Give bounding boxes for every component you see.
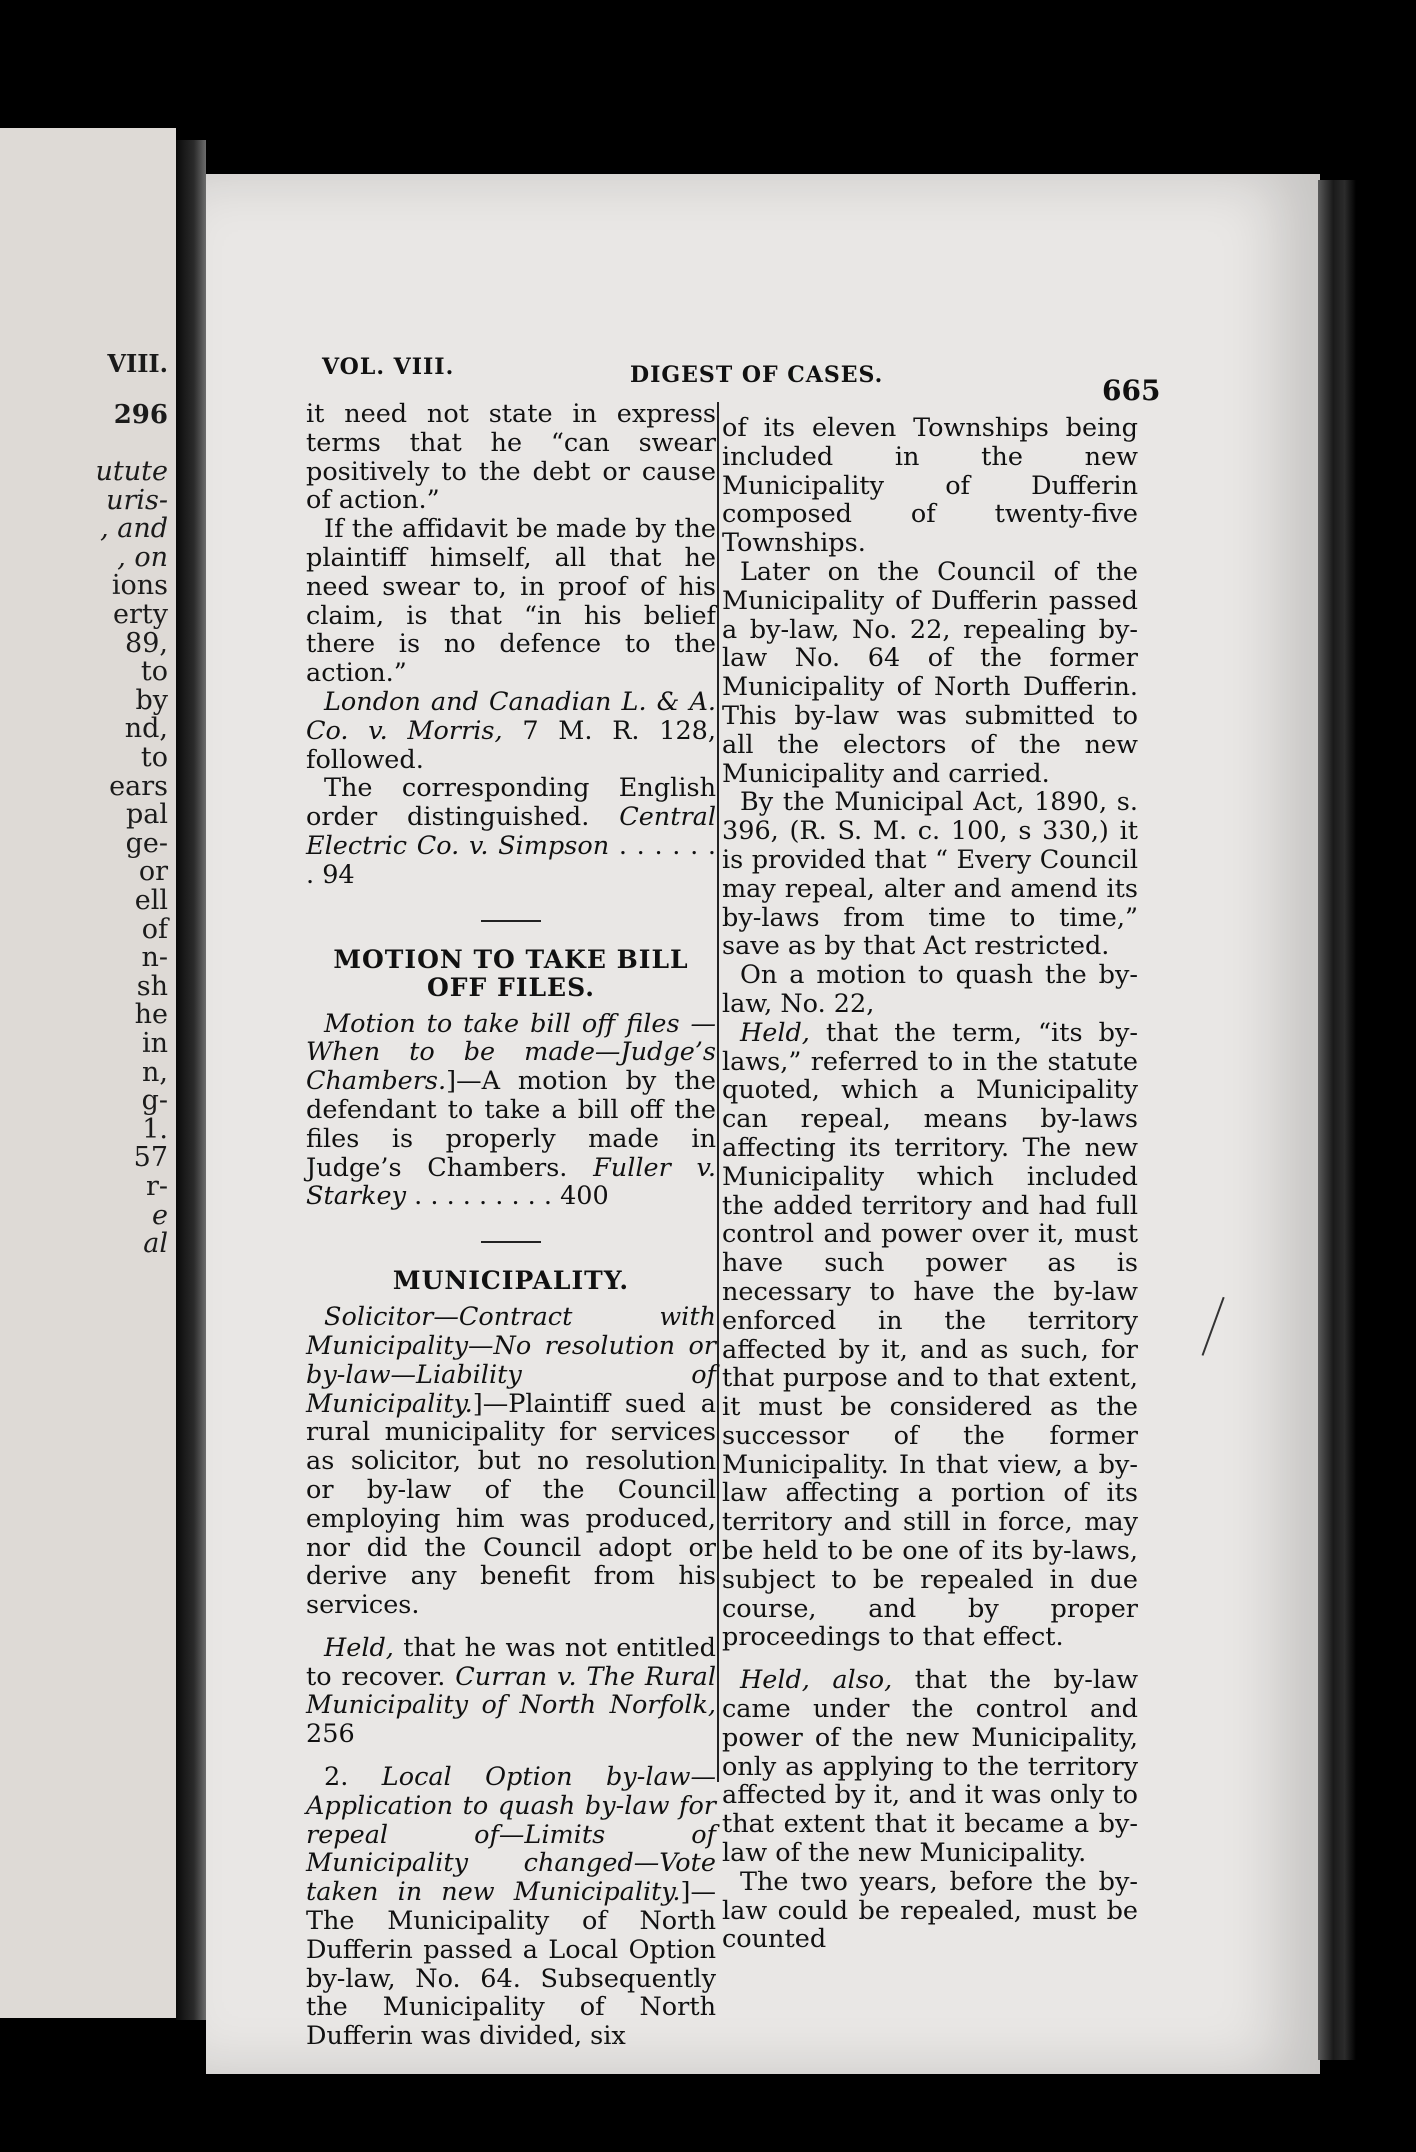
facing-page-line: ge- [125,827,168,859]
facing-page-header: VIII. [107,349,168,378]
facing-page-line: nd, [124,713,168,745]
facing-page-line: r- [145,1171,168,1202]
paragraph: On a motion to quash the by-law, No. 22, [722,960,1138,1019]
facing-page-line: al [143,1228,168,1260]
facing-page-line: or [138,856,168,888]
facing-page-line: uris- [106,484,168,516]
holding [722,1019,1138,1653]
right-column [722,414,1138,1954]
entry-catchwords: Solicitor—Contract with Municipality—No resolution or by-law—Liability of Municipality. [306,1302,716,1419]
facing-page-line: sh [136,970,168,1002]
facing-page-line: utute [95,456,168,487]
facing-page-line: to [140,656,168,688]
entry-catchwords: Local Option by-law—Application to quash by-law for repeal of—Limits of Municipality changed—Vote taken in new Municipality. [306,1762,717,1908]
facing-page-line: 57 [133,1142,168,1174]
main-page [206,174,1320,2074]
running-head-title: DIGEST OF CASES. [630,362,884,388]
paragraph: If the affidavit be made by the plaintiff himself, all that he need swear to, in proof of his claim, is that “in his belief there is no defence to the action.” [306,514,716,689]
facing-page-line: , on [117,541,168,573]
facing-page-line: n- [141,942,168,974]
facing-page-line: by [135,684,168,716]
held-label: Held, also, [740,1665,893,1696]
facing-page-line: e [152,1199,168,1231]
column-divider [717,402,719,1782]
page-reference: 256 [306,1719,355,1750]
holding [306,1634,716,1749]
facing-page-line: 89, [125,627,168,659]
left-column [306,400,716,2051]
page-reference: . . . . . . . 94 [306,830,716,890]
entry-text: ]—Plaintiff sued a rural municipality for services as solicitor, but no resolution or by-law of the Council employing him was produced, nor did the Council adopt or derive any benefit from his services. [306,1388,716,1621]
case-name: Fuller v. Starkey [306,1152,716,1212]
holding [722,1666,1138,1868]
paragraph: By the Municipal Act, 1890, s. 396, (R. S. M. c. 100, s 330,) it is provided that “ Every Council may repeal, alter and amend its by-laws from time to time,” save as by that Act restricted. [722,787,1138,962]
page-number: 665 [1102,374,1161,407]
section-divider [481,920,541,922]
facing-page-line: 1. [142,1113,168,1145]
facing-page-fragment [0,128,176,2018]
facing-page-line: ell [134,885,168,916]
page-reference: . . . . . . . . . 400 [414,1181,609,1212]
case-name: Curran v. The Rural Municipality of North Norfolk, [306,1661,716,1721]
holding-text: that the by-law came under the control and power of the new Municipality, only as applying to the territory affected by it, and it was only to that extent that it became a by-law of the new Municipality. [722,1665,1139,1869]
book-gutter [176,140,206,2020]
paragraph: it need not state in express terms that he “can swear positively to the debt or cause of action.” [306,399,716,516]
section-divider [481,1241,541,1243]
case-name: London and Canadian L. & A. Co. v. Morris, [306,686,716,746]
digest-entry [306,1010,716,1212]
citation-text: 7 M. R. 128, followed. [306,715,716,775]
pencil-mark [1202,1297,1229,1357]
section-heading: MUNICIPALITY. [392,1266,630,1296]
holding-text: that he was not entitled to recover. [306,1632,716,1692]
facing-page-line: , and [100,513,168,545]
digest-entry [306,1763,716,2051]
held-label: Held, [324,1632,394,1663]
paragraph [306,774,716,889]
facing-page-line: erty [113,599,168,630]
entry-text: ]—A motion by the defendant to take a bill off the files is properly made in Judge’s Chambers. [306,1066,716,1183]
citation [306,688,716,774]
running-head-volume: VOL. VIII. [322,354,455,380]
facing-page-line: pal [125,799,168,831]
paragraph: Later on the Council of the Municipality of Dufferin passed a by-law, No. 22, repealing by-law No. 64 of the former Municipality of North Dufferin. This by-law was submitted to all the electors of the new Municipality and carried. [722,556,1138,789]
holding-text: that the term, “its by-laws,” referred to in the statute quoted, which a Municipality can repeal, means by-laws affecting its territory. The new Municipality which included the added territory and had full control and power over it, must have such power as is necessary to have the by-law enforced in the territory affected by it, and as such, for that purpose and to that extent, it must be considered as the successor of the former Municipality. In that view, a by-law affecting a portion of its territory and still in force, may be held to be one of its by-laws, subject to be repealed in due course, and by proper proceedings to that effect. [722,1017,1138,1653]
facing-page-line: g- [141,1085,168,1117]
entry-catchwords: Motion to take bill off files — When to be made—Judge’s Chambers. [306,1008,716,1097]
paragraph: The two years, before the by-law could be repealed, must be counted [722,1866,1138,1955]
page-edge [1318,180,1356,2060]
paragraph-text: The corresponding English order distinguished. [306,773,716,833]
section-heading: MOTION TO TAKE BILL OFF FILES. [333,944,689,1002]
held-label: Held, [740,1017,810,1048]
entry-text: ]—The Municipality of North Dufferin passed a Local Option by-law, No. 64. Subsequently the Municipality of North Dufferin was divided, six [306,1877,716,2052]
entry-number: 2. [324,1762,349,1793]
facing-page-line: in [141,1028,168,1059]
facing-page-line: n, [142,1056,168,1088]
facing-page-line: ions [111,570,168,602]
facing-page-line: of [141,913,168,945]
digest-entry [306,1303,716,1620]
facing-page-line: ears [109,770,168,802]
facing-page-line: to [140,742,168,773]
facing-page-number: 296 [113,400,168,430]
case-name: Central Electric Co. v. Simpson [306,802,717,861]
paragraph: of its eleven Townships being included in the new Municipality of Dufferin composed of twenty-five Townships. [722,413,1138,559]
facing-page-line: he [134,999,168,1031]
